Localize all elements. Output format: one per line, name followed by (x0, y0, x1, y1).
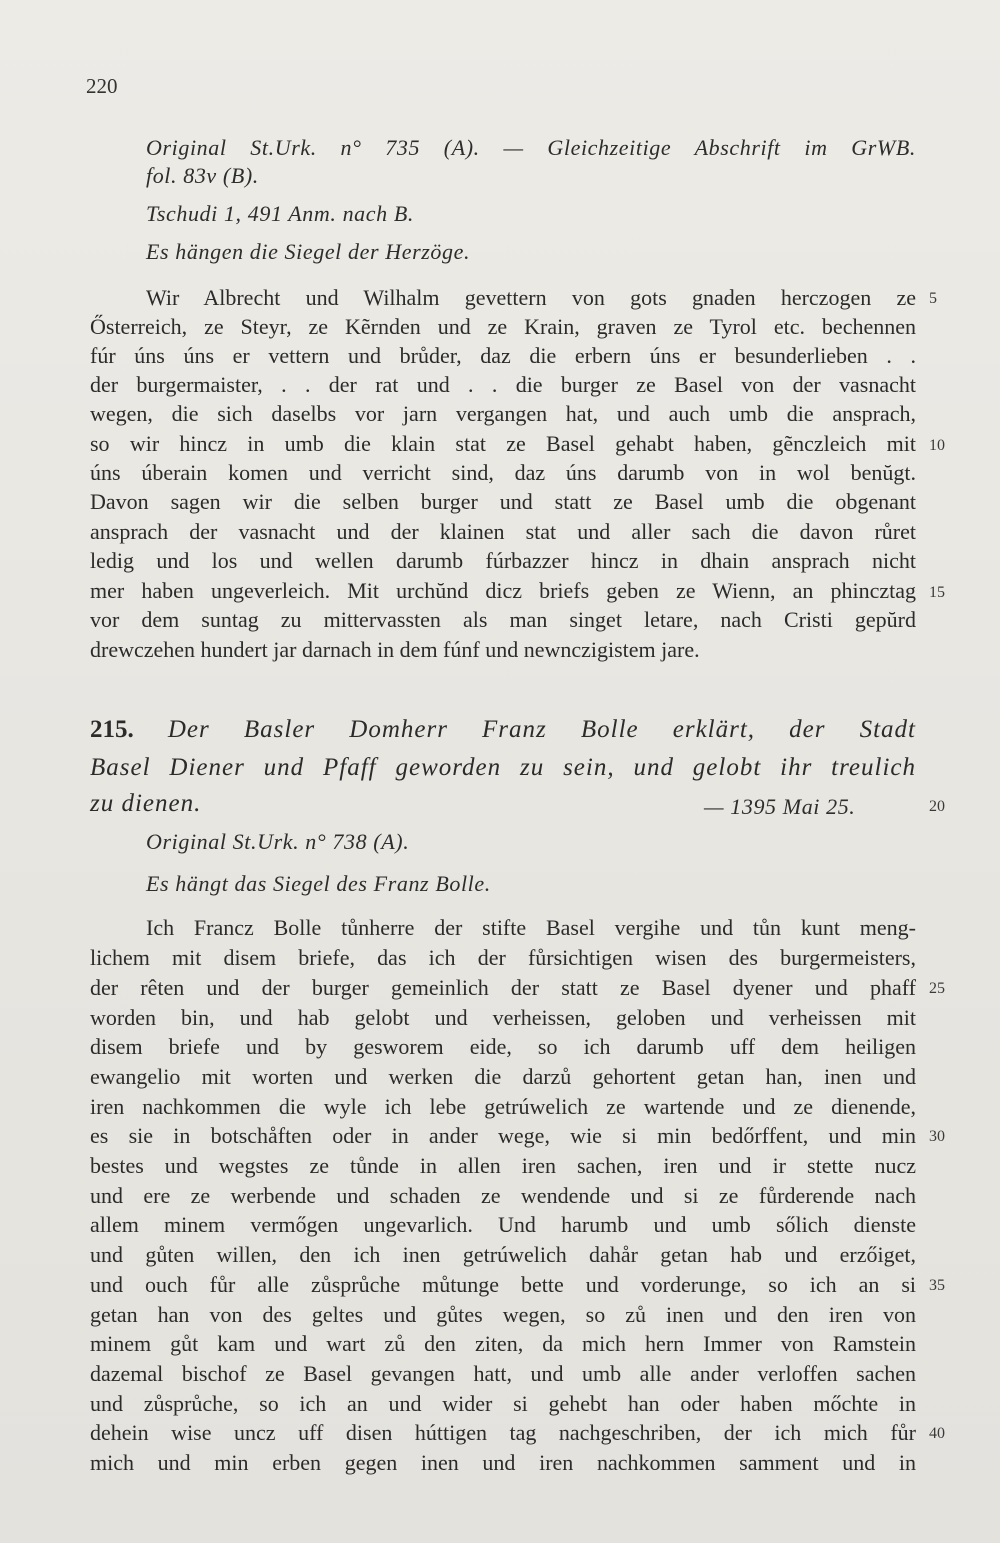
seal-note: Es hängt das Siegel des Franz Bolle. (146, 871, 491, 896)
entry-number: 215. (90, 716, 134, 743)
text-line: ledig und los und wellen darumb fúrbazzer hincz in dhain ansprach nicht (90, 548, 916, 573)
text-line: der burgermaister, . . der rat und . . die burger ze Basel von der vasnacht (90, 372, 916, 397)
source-note: Tschudi 1, 491 Anm. nach B. (146, 201, 414, 226)
text-line: worden bin, und hab gelobt und verheissen, geloben und verheissen mit (90, 1005, 916, 1030)
entry-heading: Basel Diener und Pfaff geworden zu sein, und gelobt ihr treulich (90, 754, 916, 781)
entry-heading: zu dienen. (90, 790, 202, 817)
margin-line-number: 15 (929, 584, 945, 601)
margin-line-number: 35 (929, 1277, 945, 1294)
source-note: Original St.Urk. n° 735 (A). — Gleichzeitige Abschrift im GrWB. (146, 135, 916, 160)
text-line: ansprach der vasnacht und der klainen stat und aller sach die davon růret (90, 519, 916, 544)
text-line: und gůten willen, den ich inen getrúwelich dahår getan hab und erzőiget, (90, 1242, 916, 1267)
text-line: Wir Albrecht und Wilhalm gevettern von gots gnaden herczogen ze (146, 285, 916, 310)
text-line: minem gůt kam und wart zů den ziten, da mich hern Immer von Ramstein (90, 1331, 916, 1356)
text-line: getan han von des geltes und gůtes wegen, so zů inen und den iren von (90, 1302, 916, 1327)
heading-text: Der Basler Domherr Franz Bolle erklärt, der Stadt (167, 716, 917, 743)
text-line: mich und min erben gegen inen und iren nachkommen samment und in (90, 1450, 916, 1475)
text-line: es sie in botschåften oder in ander wege, wie si min bedőrffent, und min (90, 1123, 916, 1148)
text-line: vor dem suntag zu mittervassten als man singet letare, nach Cristi gepŭrd (90, 607, 916, 632)
text-line: bestes und wegstes ze tůnde in allen iren sachen, iren und ir stette nucz (90, 1153, 916, 1178)
margin-line-number: 10 (929, 437, 945, 454)
source-note: Original St.Urk. n° 738 (A). (146, 829, 410, 854)
text-line: so wir hincz in umb die klain stat ze Basel gehabt haben, gẽnczleich mit (90, 431, 916, 456)
text-line: úns úberain komen und verricht sind, daz úns darumb von in wol benŭgt. (90, 460, 916, 485)
text-line: disem briefe und by gesworem eide, so ich darumb uff dem heiligen (90, 1034, 916, 1059)
entry-date: — 1395 Mai 25. (704, 794, 856, 819)
text-line: und zůsprůche, so ich an und wider si gehebt han oder haben mőchte in (90, 1391, 916, 1416)
text-line: wegen, die sich daselbs vor jarn vergangen hat, und auch umb die ansprach, (90, 401, 916, 426)
entry-heading (90, 714, 916, 746)
margin-line-number: 5 (929, 290, 937, 307)
text-line: ewangelio mit worten und werken die darzů gehortent getan han, inen und (90, 1064, 916, 1089)
text-line: iren nachkommen die wyle ich lebe getrúwelich ze wartende und ze dienende, (90, 1094, 916, 1119)
text-line: fúr úns úns er vettern und brůder, daz die erbern úns er besunderlieben . . (90, 343, 916, 368)
margin-line-number: 20 (929, 798, 945, 815)
text-line: mer haben ungeverleich. Mit urchŭnd dicz briefs geben ze Wienn, an phincztag (90, 578, 916, 603)
text-line: drewczehen hundert jar darnach in dem fúnf und newnczigistem jare. (90, 637, 700, 662)
margin-line-number: 30 (929, 1128, 945, 1145)
text-line: lichem mit disem briefe, das ich der fůrsichtigen wisen des burgermeisters, (90, 945, 916, 970)
page-number: 220 (86, 74, 118, 98)
text-line: allem minem vermőgen ungevarlich. Und harumb und umb sőlich dienste (90, 1212, 916, 1237)
text-line: und ouch fůr alle zůsprůche můtunge bette und vorderunge, so ich an si (90, 1272, 916, 1297)
text-line: und ere ze werbende und schaden ze wendende und si ze fůrderende nach (90, 1183, 916, 1208)
text-line: Davon sagen wir die selben burger und statt ze Basel umb die obgenant (90, 489, 916, 514)
margin-line-number: 25 (929, 980, 945, 997)
text-line: der rêten und der burger gemeinlich der statt ze Basel dyener und phaff (90, 975, 916, 1000)
margin-line-number: 40 (929, 1425, 945, 1442)
text-line: Ich Francz Bolle tůnherre der stifte Basel vergihe und tůn kunt meng- (146, 915, 916, 940)
text-line: dehein wise uncz uff disen húttigen tag nachgeschriben, der ich mich fůr (90, 1420, 916, 1445)
text-line: Ősterreich, ze Steyr, ze Kẽrnden und ze Krain, graven ze Tyrol etc. bechennen (90, 314, 916, 339)
seal-note: Es hängen die Siegel der Herzöge. (146, 239, 471, 264)
text-line: dazemal bischof ze Basel gevangen hatt, und umb alle ander verloffen sachen (90, 1361, 916, 1386)
source-note: fol. 83v (B). (146, 163, 259, 188)
